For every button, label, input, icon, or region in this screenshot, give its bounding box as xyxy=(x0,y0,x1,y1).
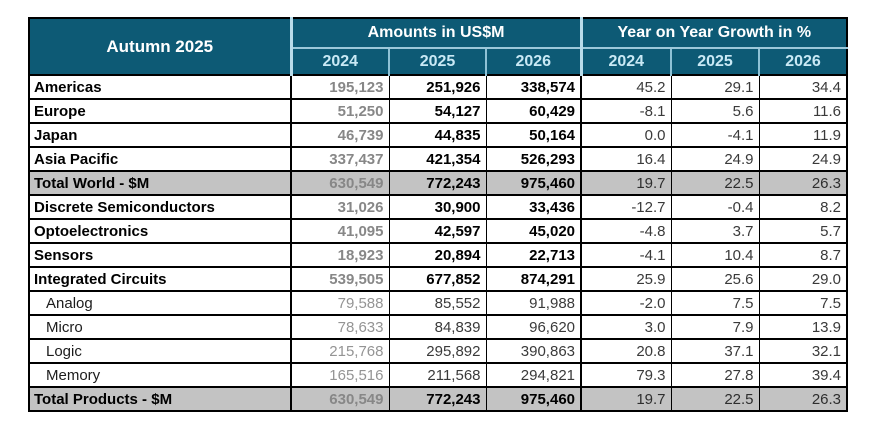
amount-2025-cell: 42,597 xyxy=(389,219,486,243)
amounts-year-2025-header: 2025 xyxy=(389,48,486,75)
amount-2026-cell: 874,291 xyxy=(486,267,581,291)
amount-2024-cell: 51,250 xyxy=(291,99,389,123)
amount-2026-cell: 50,164 xyxy=(486,123,581,147)
amounts-year-2026-header: 2026 xyxy=(486,48,581,75)
growth-2025-cell: 25.6 xyxy=(671,267,759,291)
table-title: Autumn 2025 xyxy=(29,18,291,75)
growth-2026-cell: 26.3 xyxy=(759,387,847,411)
amount-2024-cell: 215,768 xyxy=(291,339,389,363)
growth-2025-cell: -0.4 xyxy=(671,195,759,219)
amount-2025-cell: 30,900 xyxy=(389,195,486,219)
growth-2024-cell: 0.0 xyxy=(581,123,671,147)
header-group-row xyxy=(29,18,847,48)
amount-2024-cell: 78,633 xyxy=(291,315,389,339)
amount-2025-cell: 54,127 xyxy=(389,99,486,123)
growth-year-2024-header: 2024 xyxy=(581,48,671,75)
forecast-table-container xyxy=(28,17,848,412)
growth-2026-cell: 39.4 xyxy=(759,363,847,387)
row-label: Micro xyxy=(29,315,291,339)
row-label: Total Products - $M xyxy=(29,387,291,411)
growth-2026-cell: 13.9 xyxy=(759,315,847,339)
growth-2024-cell: -4.8 xyxy=(581,219,671,243)
growth-2026-cell: 7.5 xyxy=(759,291,847,315)
growth-2024-cell: -12.7 xyxy=(581,195,671,219)
amount-2025-cell: 20,894 xyxy=(389,243,486,267)
table-row-sensors xyxy=(29,243,847,267)
table-row-logic xyxy=(29,339,847,363)
growth-2025-cell: 37.1 xyxy=(671,339,759,363)
amount-2026-cell: 975,460 xyxy=(486,171,581,195)
table-row-discrete-semiconductors xyxy=(29,195,847,219)
row-label: Asia Pacific xyxy=(29,147,291,171)
amount-2024-cell: 46,739 xyxy=(291,123,389,147)
amount-2024-cell: 539,505 xyxy=(291,267,389,291)
table-row-total-world xyxy=(29,171,847,195)
amount-2026-cell: 33,436 xyxy=(486,195,581,219)
row-label: Memory xyxy=(29,363,291,387)
table-row-analog xyxy=(29,291,847,315)
amount-2026-cell: 96,620 xyxy=(486,315,581,339)
table-row-total-products xyxy=(29,387,847,411)
amount-2024-cell: 31,026 xyxy=(291,195,389,219)
row-label: Optoelectronics xyxy=(29,219,291,243)
table-row-japan xyxy=(29,123,847,147)
amounts-group-header: Amounts in US$M xyxy=(291,18,581,48)
amount-2025-cell: 44,835 xyxy=(389,123,486,147)
growth-2026-cell: 8.7 xyxy=(759,243,847,267)
growth-2025-cell: 24.9 xyxy=(671,147,759,171)
row-label: Europe xyxy=(29,99,291,123)
amount-2024-cell: 337,437 xyxy=(291,147,389,171)
amount-2024-cell: 630,549 xyxy=(291,387,389,411)
amount-2024-cell: 79,588 xyxy=(291,291,389,315)
growth-2024-cell: 20.8 xyxy=(581,339,671,363)
amount-2025-cell: 85,552 xyxy=(389,291,486,315)
amount-2025-cell: 84,839 xyxy=(389,315,486,339)
amount-2026-cell: 60,429 xyxy=(486,99,581,123)
growth-year-2025-header: 2025 xyxy=(671,48,759,75)
row-label: Integrated Circuits xyxy=(29,267,291,291)
table-row-americas xyxy=(29,75,847,99)
amount-2025-cell: 211,568 xyxy=(389,363,486,387)
growth-2025-cell: 22.5 xyxy=(671,171,759,195)
growth-2025-cell: 7.9 xyxy=(671,315,759,339)
growth-2024-cell: 79.3 xyxy=(581,363,671,387)
growth-2026-cell: 5.7 xyxy=(759,219,847,243)
growth-2025-cell: 29.1 xyxy=(671,75,759,99)
growth-2026-cell: 29.0 xyxy=(759,267,847,291)
growth-2024-cell: -8.1 xyxy=(581,99,671,123)
row-label: Total World - $M xyxy=(29,171,291,195)
growth-2024-cell: 16.4 xyxy=(581,147,671,171)
table-row-asia-pacific xyxy=(29,147,847,171)
table-row-memory xyxy=(29,363,847,387)
amount-2024-cell: 630,549 xyxy=(291,171,389,195)
growth-2025-cell: 27.8 xyxy=(671,363,759,387)
growth-year-2026-header: 2026 xyxy=(759,48,847,75)
table-header xyxy=(29,18,847,75)
row-label: Logic xyxy=(29,339,291,363)
forecast-table xyxy=(28,17,848,412)
amount-2026-cell: 91,988 xyxy=(486,291,581,315)
growth-2025-cell: 3.7 xyxy=(671,219,759,243)
growth-2024-cell: 45.2 xyxy=(581,75,671,99)
amount-2025-cell: 421,354 xyxy=(389,147,486,171)
amount-2024-cell: 195,123 xyxy=(291,75,389,99)
amount-2025-cell: 295,892 xyxy=(389,339,486,363)
growth-2026-cell: 32.1 xyxy=(759,339,847,363)
table-body xyxy=(29,75,847,411)
growth-2026-cell: 26.3 xyxy=(759,171,847,195)
amount-2024-cell: 41,095 xyxy=(291,219,389,243)
growth-2026-cell: 34.4 xyxy=(759,75,847,99)
row-label: Analog xyxy=(29,291,291,315)
table-row-europe xyxy=(29,99,847,123)
amount-2026-cell: 338,574 xyxy=(486,75,581,99)
amount-2026-cell: 294,821 xyxy=(486,363,581,387)
row-label: Japan xyxy=(29,123,291,147)
growth-2025-cell: 7.5 xyxy=(671,291,759,315)
amount-2026-cell: 45,020 xyxy=(486,219,581,243)
growth-2025-cell: -4.1 xyxy=(671,123,759,147)
amount-2025-cell: 251,926 xyxy=(389,75,486,99)
row-label: Sensors xyxy=(29,243,291,267)
amount-2026-cell: 526,293 xyxy=(486,147,581,171)
growth-2026-cell: 11.6 xyxy=(759,99,847,123)
growth-2024-cell: 19.7 xyxy=(581,387,671,411)
table-row-optoelectronics xyxy=(29,219,847,243)
growth-2025-cell: 10.4 xyxy=(671,243,759,267)
growth-2026-cell: 8.2 xyxy=(759,195,847,219)
growth-2024-cell: 25.9 xyxy=(581,267,671,291)
growth-2024-cell: 3.0 xyxy=(581,315,671,339)
amounts-year-2024-header: 2024 xyxy=(291,48,389,75)
growth-2025-cell: 5.6 xyxy=(671,99,759,123)
table-row-integrated-circuits xyxy=(29,267,847,291)
amount-2025-cell: 772,243 xyxy=(389,387,486,411)
amount-2026-cell: 975,460 xyxy=(486,387,581,411)
amount-2025-cell: 772,243 xyxy=(389,171,486,195)
row-label: Americas xyxy=(29,75,291,99)
growth-2026-cell: 24.9 xyxy=(759,147,847,171)
amount-2025-cell: 677,852 xyxy=(389,267,486,291)
amount-2024-cell: 18,923 xyxy=(291,243,389,267)
growth-2024-cell: -4.1 xyxy=(581,243,671,267)
amount-2026-cell: 390,863 xyxy=(486,339,581,363)
amount-2026-cell: 22,713 xyxy=(486,243,581,267)
growth-2026-cell: 11.9 xyxy=(759,123,847,147)
amount-2024-cell: 165,516 xyxy=(291,363,389,387)
growth-2024-cell: -2.0 xyxy=(581,291,671,315)
growth-2025-cell: 22.5 xyxy=(671,387,759,411)
table-row-micro xyxy=(29,315,847,339)
growth-group-header: Year on Year Growth in % xyxy=(581,18,847,48)
row-label: Discrete Semiconductors xyxy=(29,195,291,219)
growth-2024-cell: 19.7 xyxy=(581,171,671,195)
